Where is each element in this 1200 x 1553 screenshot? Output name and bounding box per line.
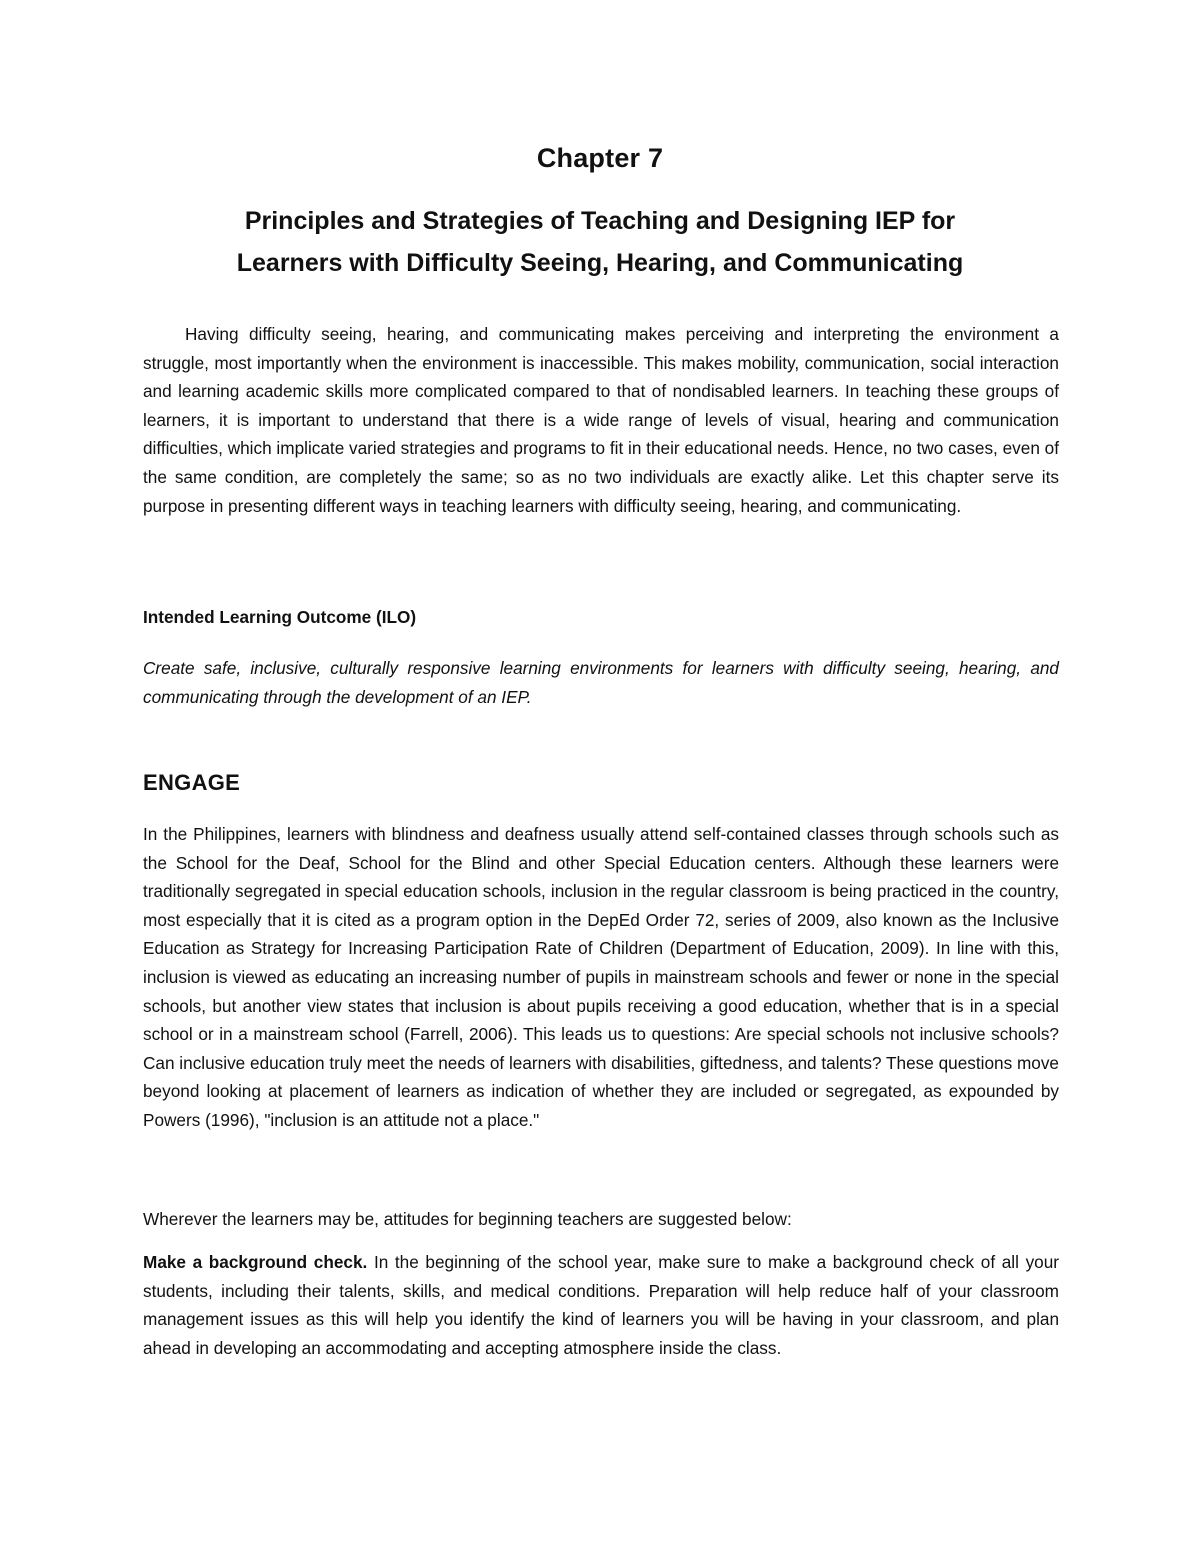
subtitle-line-1: Principles and Strategies of Teaching and Designing IEP for [244,207,956,235]
ilo-text: Create safe, inclusive, culturally responsive learning environments for learners with difficulty seeing, hearing, and communicating through the development of an IEP. [143,658,1059,707]
chapter-title: Chapter 7 [536,143,664,173]
engage-paragraph: In the Philippines, learners with blindness and deafness usually attend self-contained classes through schools such as the School for the Deaf, School for the Blind and other Special Education centers. Although these learners were traditionally segregated in special education schools, inclusion in the regular classroom is being practiced in the country, most especially that it is cited as a program option in the DepEd Order 72, series of 2009, also known as the Inclusive Education as Strategy for Increasing Participation Rate of Children (Department of Education, 2009). In line with this, inclusion is viewed as educating an increasing number of pupils in mainstream schools and fewer or none in the special schools, but another view states that inclusion is about pupils receiving a good education, whether that is in a special school or in a mainstream school (Farrell, 2006). This leads us to questions: Are special schools not inclusive schools? Can inclusive education truly meet the needs of learners with disabilities, giftedness, and talents? These questions move beyond looking at placement of learners as indication of whether they are included or segregated, as expounded by Powers (1996), "inclusion is an attitude not a place." [143,824,1059,1130]
background-check-text: In the beginning of the school year, make sure to make a background check of all your students, including their talents, skills, and medical conditions. Preparation will help reduce half of your classroom management issues as this will help you identify the kind of learners you will be having in your classroom, and plan ahead in developing an accommodating and accepting atmosphere inside the class. [143,1252,1060,1358]
attitudes-intro: Wherever the learners may be, attitudes for beginning teachers are suggested below: [143,1209,792,1229]
background-check-paragraph [143,1248,1059,1362]
chapter-subtitle [100,200,1100,284]
subtitle-line-2: Learners with Difficulty Seeing, Hearing, and Communicating [236,249,964,277]
engage-heading: ENGAGE [143,770,241,795]
ilo-heading: Intended Learning Outcome (ILO) [143,607,417,627]
intro-paragraph: Having difficulty seeing, hearing, and communicating makes perceiving and interpreting the environment a struggle, most importantly when the environment is inaccessible. This makes mobility, communication, social interaction and learning academic skills more complicated compared to that of nondisabled learners. In teaching these groups of learners, it is important to understand that there is a wide range of levels of visual, hearing and communication difficulties, which implicate varied strategies and programs to fit in their educational needs. Hence, no two cases, even of the same condition, are completely the same; so as no two individuals are exactly alike. Let this chapter serve its purpose in presenting different ways in teaching learners with difficulty seeing, hearing, and communicating. [143,324,1059,516]
background-check-lead: Make a background check. [143,1252,368,1272]
